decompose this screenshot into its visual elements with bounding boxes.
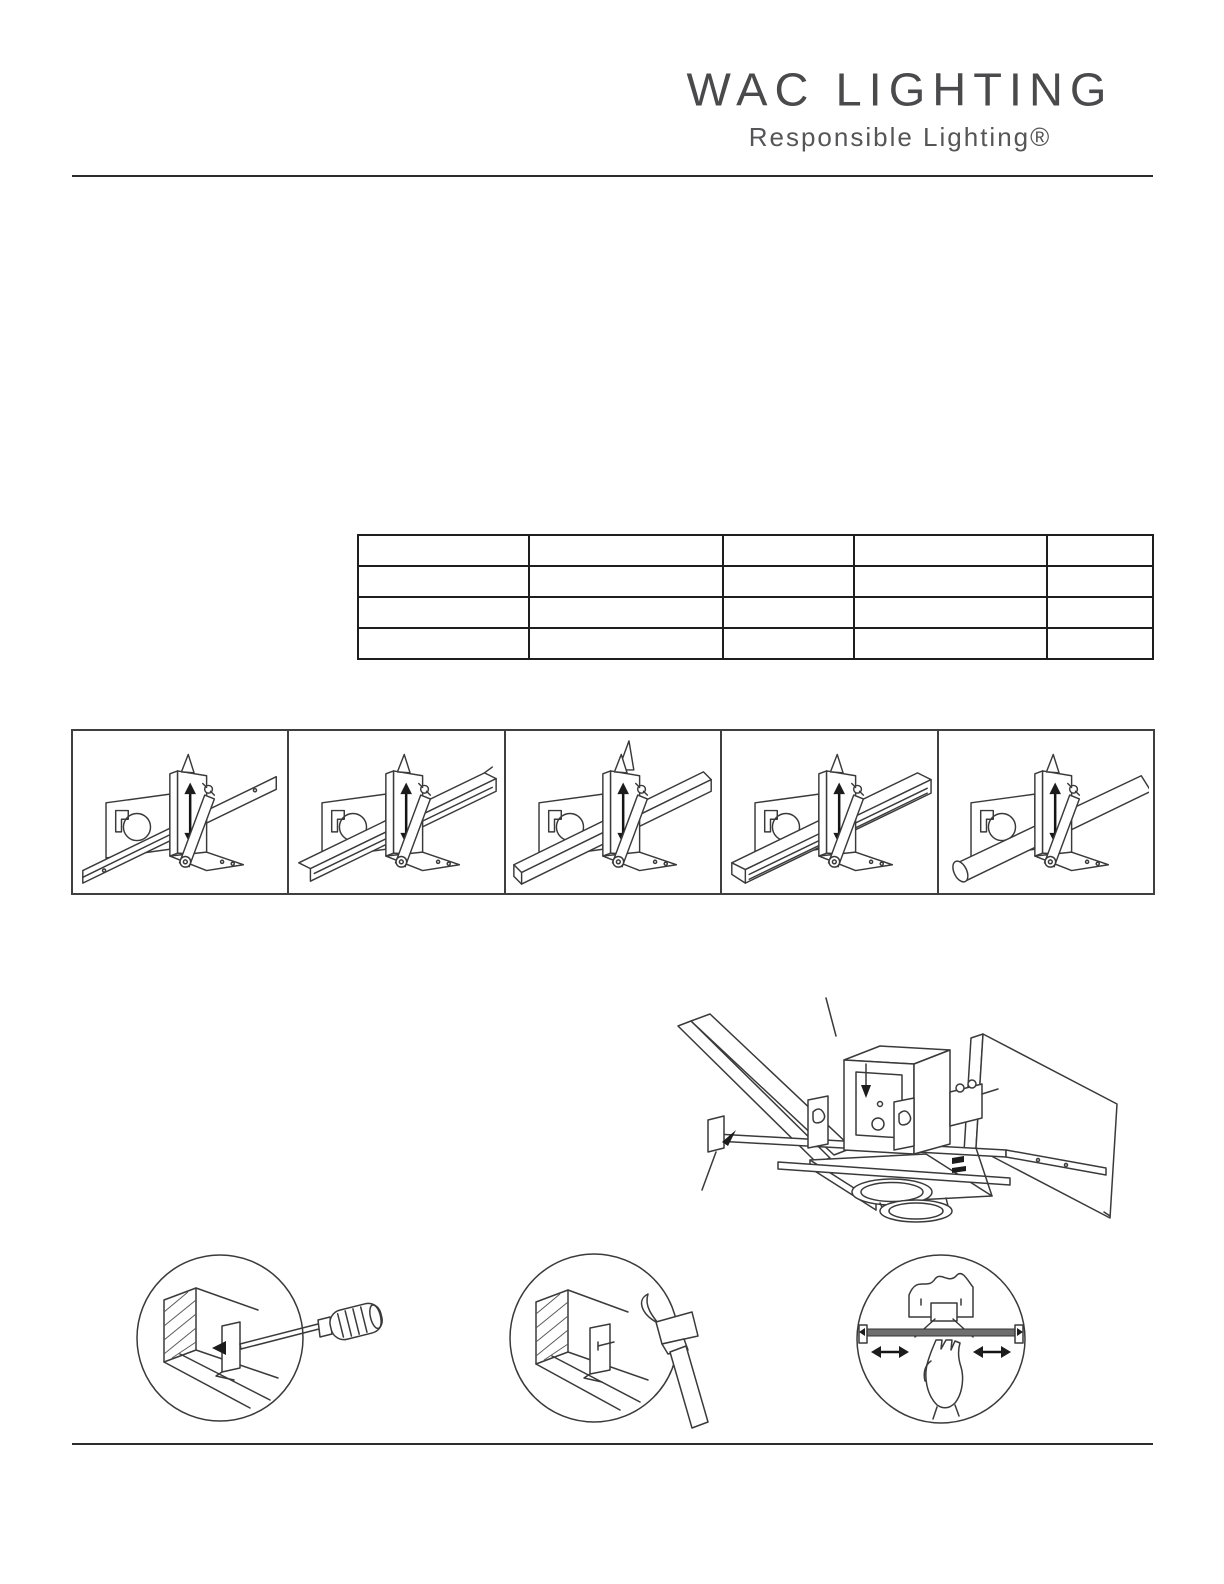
panel-flat-hanger-bar (73, 731, 289, 893)
table-cell (529, 566, 723, 597)
table-cell (1047, 628, 1153, 659)
table-cell (358, 566, 529, 597)
table-cell (1047, 597, 1153, 628)
panel-angle-iron (506, 731, 722, 893)
table-row (358, 535, 1153, 566)
screwdriver-detail-illustration (134, 1250, 396, 1428)
header-rule (72, 175, 1153, 177)
brand-logo (640, 62, 1160, 153)
table-cell (1047, 535, 1153, 566)
extend-arrow-right-icon (973, 1346, 1011, 1358)
table-row (358, 628, 1153, 659)
table-row (358, 597, 1153, 628)
table-cell (723, 597, 854, 628)
table-cell (723, 535, 854, 566)
table-cell (529, 597, 723, 628)
table-cell (723, 566, 854, 597)
footer-rule (72, 1443, 1153, 1445)
bracket-on-c-channel-icon (726, 735, 933, 890)
recessed-housing-between-joists-illustration (658, 992, 1123, 1232)
table-cell (854, 535, 1047, 566)
table-cell (854, 628, 1047, 659)
panel-metal-stud-channel (289, 731, 505, 893)
extend-arrow-left-icon (871, 1346, 909, 1358)
bracket-left (808, 1096, 828, 1148)
mounting-bracket (170, 754, 244, 870)
table-cell (854, 566, 1047, 597)
bracket-right (894, 1098, 914, 1150)
panel-conduit-pipe (939, 731, 1153, 893)
detail-circle-outline (137, 1255, 303, 1421)
nail-bracket (584, 1324, 614, 1382)
bracket-on-angle-iron-icon (510, 735, 717, 890)
table-row (358, 566, 1153, 597)
hammer-detail-illustration (506, 1244, 718, 1444)
left-arrow-icon (212, 1341, 226, 1355)
bracket-on-metal-stud-channel-icon (293, 735, 500, 890)
table-cell (358, 628, 529, 659)
hand-extend-bars-detail-illustration (851, 1253, 1031, 1431)
bracket-on-flat-hanger-bar-icon (77, 735, 284, 890)
table-cell (529, 535, 723, 566)
leader-line-left (702, 1152, 716, 1190)
table-cell (854, 597, 1047, 628)
screwdriver (240, 1301, 385, 1349)
table-cell (358, 535, 529, 566)
table-cell (1047, 566, 1153, 597)
panel-c-channel (722, 731, 938, 893)
brand-subtitle: Responsible Lighting® (748, 122, 1052, 152)
spec-table (357, 534, 1154, 660)
table-cell (723, 628, 854, 659)
leader-line-top (826, 998, 836, 1036)
bracket-on-conduit-pipe-icon (942, 735, 1149, 890)
end-bracket-left (708, 1116, 736, 1152)
table-cell (358, 597, 529, 628)
hand (924, 1340, 962, 1419)
joist-right (964, 1034, 1117, 1218)
table-cell (529, 628, 723, 659)
brand-title: WAC LIGHTING (686, 63, 1114, 116)
mounting-options-strip (71, 729, 1155, 895)
